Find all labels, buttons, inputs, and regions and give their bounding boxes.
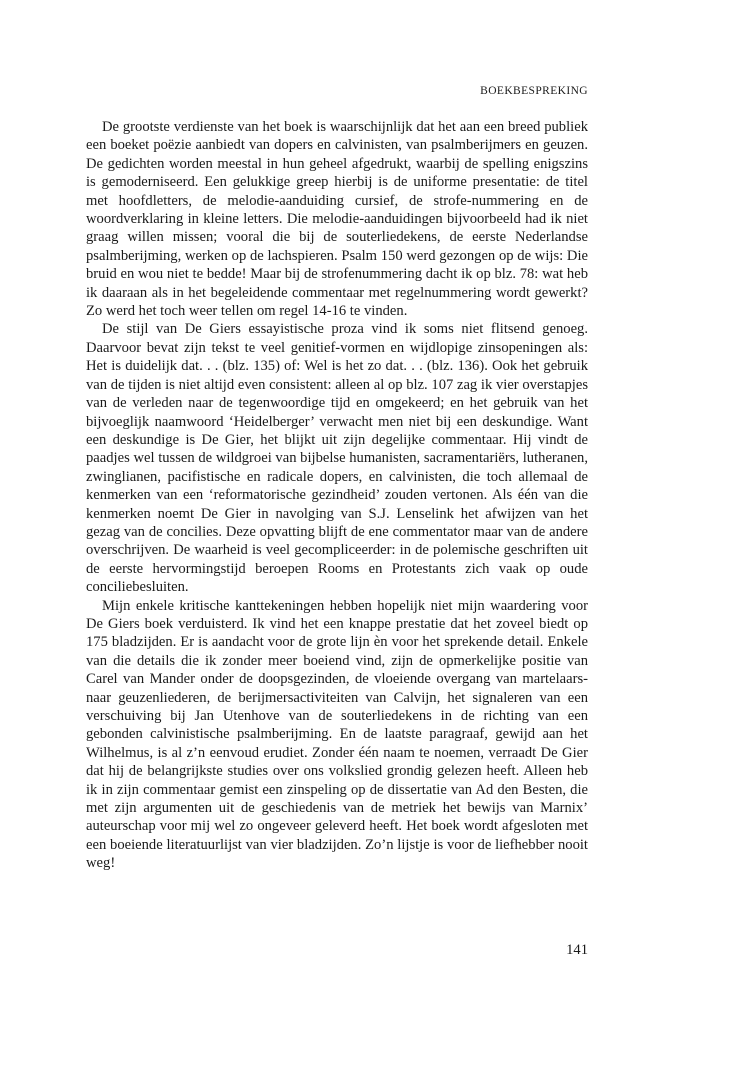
paragraph: De stijl van De Giers essayistische proza vind ik soms niet flitsend genoeg. Daarvoor bevat zijn tekst te veel genitief-vormen en wijdlopige zinsopeningen als: Het is duidelijk dat. . . (blz. 135) of: Wel is het zo dat. . . (blz. 136). Ook het gebruik van de tijden is niet altijd even consistent: alleen al op blz. 107 zag ik vier overstapjes van de verleden naar de tegenwoordige tijd en omgekeerd; en het gebruik van het bijvoeglijk naamwoord ‘Heidelberger’ verwacht men niet bij een deskundige. Want een deskundige is De Gier, het blijkt uit zijn degelijke commentaar. Hij vindt de paadjes wel tussen de wildgroei van bijbelse humanisten, sacramentariërs, lutheranen, zwinglianen, pacifistische en radicale dopers, en calvinisten, die toch allemaal de kenmerken van een ‘reformatorische gezindheid’ zouden vertonen. Als één van die kenmerken noemt De Gier in navolging van S.J. Lenselink het afwijzen van het gezag van de concilies. Deze opvatting blijft de ene commentator maar van de andere overschrijven. De waarheid is veel gecompliceerder: in de polemische geschriften uit de eerste hervormingstijd beroepen Rooms en Protestants zich vaak op oude conciliebesluiten. [86, 321, 588, 596]
paragraph: Mijn enkele kritische kanttekeningen hebben hopelijk niet mijn waardering voor De Giers boek verduisterd. Ik vind het een knappe prestatie dat het zoveel biedt op 175 bladzijden. Er is aandacht voor de grote lijn èn voor het sprekende detail. Enkele van die details die ik zonder meer boeiend vind, zijn de opmerkelijke positie van Carel van Mander onder de doopsgezinden, de vloeiende overgang van martelaars- naar geuzenliederen, de berijmersactiviteiten van Calvijn, het signaleren van een verschuiving bij Jan Utenhove van de souterliedekens in de richting van een gebonden calvinistische psalmberijming. En de laatste paragraaf, gewijd aan het Wilhelmus, is al z’n eenvoud erudiet. Zonder één naam te noemen, verraadt De Gier dat hij de belangrijkste studies over ons volkslied grondig gelezen heeft. Alleen heb ik in zijn commentaar gemist een zinspeling op de dissertatie van Ad den Besten, die met zijn argumenten uit de geschiedenis van de metriek het bewijs van Marnix’ auteurschap voor mij wel zo ongeveer geleverd heeft. Het boek wordt afgesloten met een boeiende literatuurlijst van vier bladzijden. Zo’n lijstje is voor de liefhebber nooit weg! [86, 597, 588, 872]
page-number: 141 [566, 942, 588, 958]
running-head: BOEKBESPREKING [480, 85, 588, 97]
article-body [86, 118, 588, 873]
paragraph: De grootste verdienste van het boek is waarschijnlijk dat het aan een breed publiek een boeket poëzie aanbiedt van dopers en calvinisten, van psalmberijmers en geuzen. De gedichten worden meestal in hun geheel afgedrukt, waarbij de spelling enigszins is gemoderniseerd. Een gelukkige greep hierbij is de uniforme presentatie: de titel met hoofdletters, de melodie-aanduiding cursief, de strofe-nummering en de woordverklaring in kleine letters. Die melodie-aanduidingen bijvoorbeeld had ik niet graag willen missen; vooral die bij de souterliedekens, de eerste Nederlandse psalmberijming, werken op de lachspieren. Psalm 150 werd gezongen op de wijs: Die bruid en wou niet te bedde! Maar bij de strofenummering dacht ik op blz. 78: wat heb ik daaraan als in het begeleidende commentaar met regelnummering wordt gewerkt? Zo werd het toch weer tellen om regel 14-16 te vinden. [86, 119, 588, 320]
